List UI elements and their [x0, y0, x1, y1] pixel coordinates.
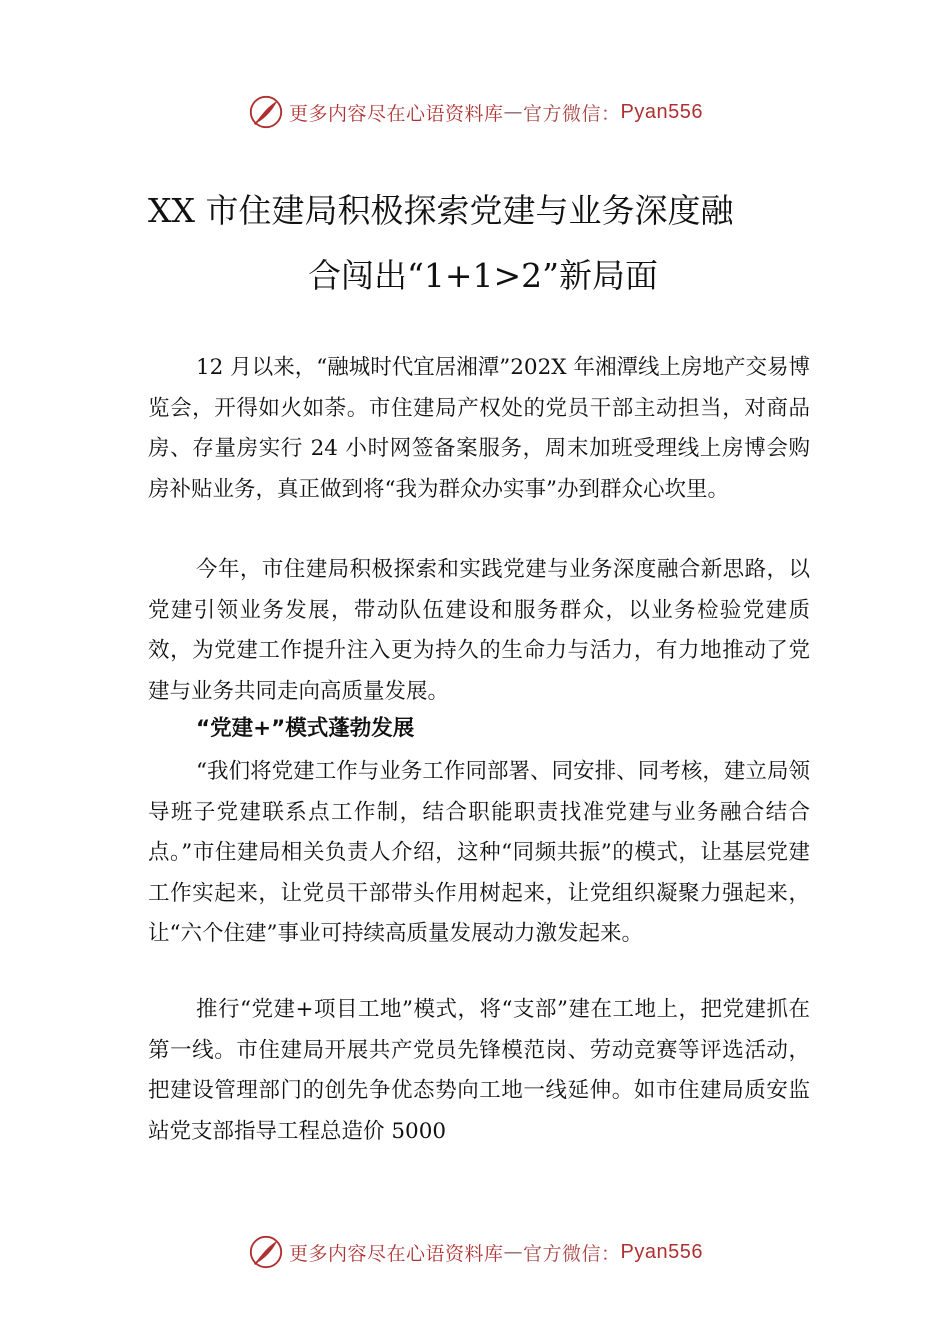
document-title-line-1: XX 市住建局积极探索党建与业务深度融: [148, 191, 734, 230]
feather-pen-logo-icon: [247, 1233, 285, 1271]
section-heading: “党建+”模式蓬勃发展: [196, 716, 415, 741]
banner-text: 更多内容尽在心语资料库: [289, 102, 504, 125]
footer-banner-wechat-label: 官方微信：: [523, 1242, 621, 1265]
header-banner: [0, 92, 950, 132]
paragraph-section-2: 推行“党建+项目工地”模式，将“支部”建在工地上，把党建抓在第一线。市住建局开展共产党员先锋模范岗、劳动竞赛等评选活动，把建设管理部门的创先争优态势向工地一线延伸。如市住建局质安监站党支部指导工程总造价 5000: [148, 997, 810, 1144]
paragraph-overview: 今年，市住建局积极探索和实践党建与业务深度融合新思路，以党建引领业务发展，带动队伍建设和服务群众，以业务检验党建质效，为党建工作提升注入更为持久的生命力与活力，有力地推动了党建与业务共同走向高质量发展。: [148, 557, 810, 704]
feather-pen-logo-icon: [247, 93, 285, 131]
footer-banner: [0, 1232, 950, 1272]
paragraph-section-1: “我们将党建工作与业务工作同部署、同安排、同考核，建立局领导班子党建联系点工作制，结合职能职责找准党建与业务融合结合点。”市住建局相关负责人介绍，这种“同频共振”的模式，让基层党建工作实起来，让党员干部带头作用树起来，让党组织凝聚力强起来，让“六个住建”事业可持续高质量发展动力激发起来。: [148, 759, 810, 946]
footer-banner-separator: —: [503, 1241, 524, 1263]
banner-wechat-id: Pyan556: [620, 100, 703, 123]
footer-banner-text: 更多内容尽在心语资料库: [289, 1242, 504, 1265]
paragraph-intro: 12 月以来，“融城时代宜居湘潭”202X 年湘潭线上房地产交易博览会，开得如火如荼。市住建局产权处的党员干部主动担当，对商品房、存量房实行 24 小时网签备案服务，周末加班受理线上房博会购房补贴业务，真正做到将“我为群众办实事”办到群众心坎里。: [148, 355, 810, 502]
banner-wechat-label: 官方微信：: [523, 102, 621, 125]
document-title-line-2: 合闯出“1+1>2”新局面: [308, 256, 659, 295]
banner-separator: —: [503, 101, 524, 123]
footer-banner-wechat-id: Pyan556: [620, 1240, 703, 1263]
